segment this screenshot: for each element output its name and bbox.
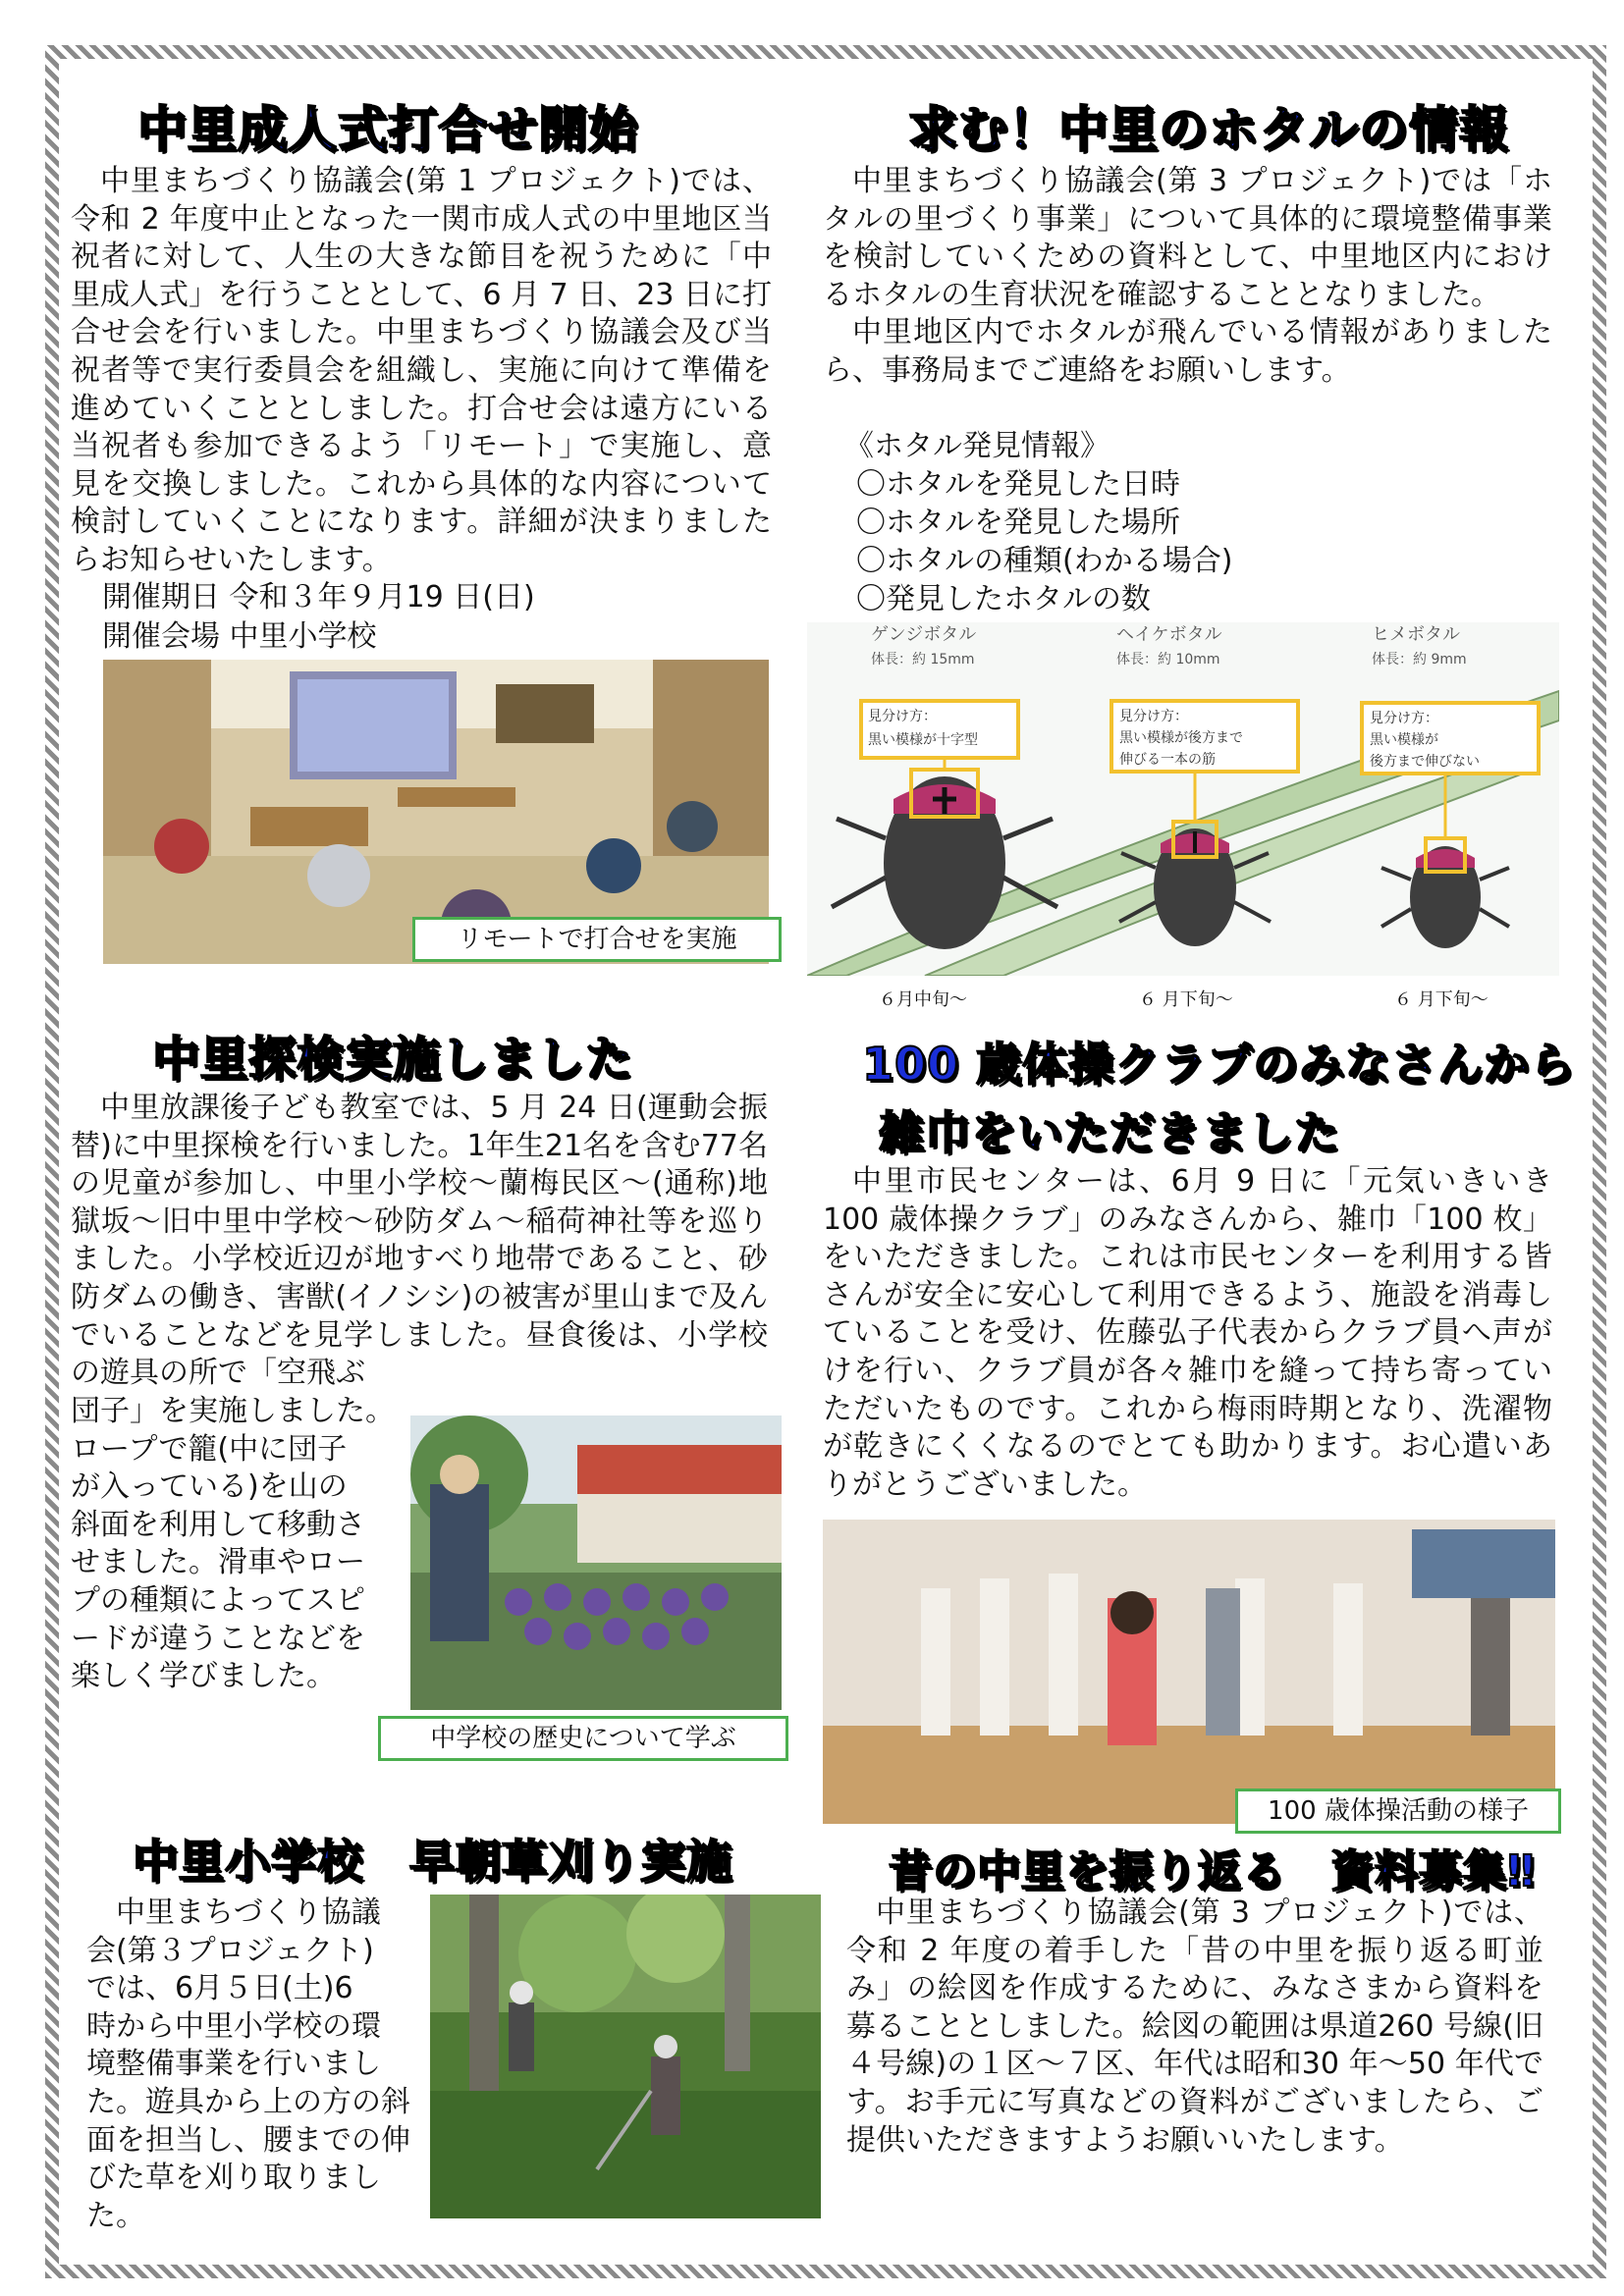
kusakari-line: 時から中里小学校の環 [86, 2008, 381, 2044]
hotaru-list-item: 〇発見したホタルの数 [856, 582, 1151, 616]
firefly-hint: 黒い模様が十字型 [868, 732, 978, 748]
firefly-name: ヘイケボタル [1116, 624, 1222, 645]
article-body-hotaru [823, 163, 1552, 391]
hotaru-list-item: 〇ホタルを発見した日時 [856, 467, 1180, 502]
tanken-line: 団子」を実施しました。 [71, 1394, 395, 1428]
article-title-tanken: 中里探検実施しました [152, 1032, 634, 1087]
hotaru-paragraph-1: 中里まちづくり協議会(第 3 プロジェクト)では「ホタルの里づくり事業」について具体的に環境整備事業を検討していくための資料として、中里地区内におけるホタルの生育状況を確認することとなりました。 [823, 164, 1552, 312]
article-title-100sai-1: 100 歳体操クラブのみなさんから [862, 1038, 1577, 1091]
tanken-line: せました。滑車やロー [71, 1545, 365, 1580]
firefly-size: 体長：約 9mm [1372, 652, 1467, 667]
article-title-shiryo: 昔の中里を振り返る 資料募集‼ [889, 1846, 1536, 1896]
photo-kusakari [430, 1895, 821, 2218]
firefly-season: ６ 月下旬～ [1394, 989, 1489, 1010]
firefly-hint: 見分け方： [1370, 711, 1438, 726]
firefly-season: ６ 月下旬～ [1139, 989, 1233, 1010]
hotaru-list-item: 〇ホタルの種類(わかる場合) [856, 544, 1233, 578]
photo-school-history [410, 1415, 782, 1710]
article-body-shiryo: 中里まちづくり協議会(第 3 プロジェクト)では、令和 2 年度の着手した「昔の中里を振り返る町並み」の絵図を作成するために、みなさまから資料を募ることとしました。絵図の範囲は県道260 号線(旧４号線)の１区～７区、年代は昭和30 年～50 年代です。お手元に写真などの資料がございましたら、ご提供いただきますようお願いいたします。 [846, 1896, 1543, 2158]
event-venue: 開催会場 中里小学校 [102, 619, 377, 654]
article-title-100sai-2: 雑巾をいただきました [879, 1106, 1340, 1159]
article-body-seijinshiki: 中里まちづくり協議会(第 1 プロジェクト)では、令和 2 年度中止となった一関市成人式の中里地区当祝者に対して、人生の大きな節目を祝うために「中里成人式」を行うこととして、6 月 7 日、23 日に打合せ会を行いました。中里まちづくり協議会及び当祝者等で実行委員会を組織し、実施に向けて準備を進めていくこととしました。打合せ会は遠方にいる当祝者も参加できるよう「リモート」で実施し、意見を交換しました。これから具体的な内容について検討していくことになります。詳細が決まりましたらお知らせいたします。 [71, 164, 772, 577]
hotaru-paragraph-2: 中里地区内でホタルが飛んでいる情報がありましたら、事務局までご連絡をお願いします。 [823, 315, 1552, 388]
tanken-line: が入っている)を山の [71, 1469, 348, 1505]
event-date: 開催期日 令和３年９月19 日(日) [102, 580, 535, 614]
kusakari-line: びた草を刈り取りまし [86, 2161, 381, 2196]
kusakari-line: では、6月５日(土)6 [86, 1971, 353, 2006]
firefly-hint: 後方まで伸びない [1370, 754, 1480, 770]
kusakari-line: 中里まちづくり協議 [116, 1896, 381, 1930]
kusakari-line: た。 [86, 2198, 145, 2233]
hotaru-list-title: 《ホタル発見情報》 [844, 429, 1110, 463]
firefly-hint: 黒い模様が後方まで [1119, 730, 1243, 746]
article-title-hotaru: 求む！中里のホタルの情報 [908, 101, 1509, 158]
firefly-hint: 見分け方： [1119, 709, 1188, 724]
tanken-line: ロープで籠(中に団子 [71, 1431, 348, 1467]
kusakari-line: 境整備事業を行いまし [86, 2047, 381, 2082]
kusakari-line: 面を担当し、腰までの伸 [86, 2122, 410, 2158]
firefly-illustration [807, 622, 1559, 976]
hotaru-list-item: 〇ホタルを発見した場所 [856, 506, 1180, 540]
kusakari-line: た。遊具から上の方の斜 [86, 2084, 410, 2119]
firefly-hint: 見分け方： [868, 709, 937, 724]
firefly-hint: 伸びる一本の筋 [1119, 752, 1216, 768]
caption-remote-meeting: リモートで打合せを実施 [412, 917, 782, 962]
kusakari-line: 会(第３プロジェクト) [86, 1933, 374, 1968]
article-body-tanken: 中里放課後子ども教室では、5 月 24 日(運動会振替)に中里探検を行いました。1年生21名を含む77名の児童が参加し、中里小学校～蘭梅民区～(通称)地獄坂～旧中里中学校～砂防ダム～稲荷神社等を巡りました。小学校近辺が地すべり地帯であること、砂防ダムの働き、害獣(イノシシ)の被害が里山まで及んでいることなどを見学しました。昼食後は、小学校の遊具の所で「空飛ぶ [71, 1091, 768, 1391]
firefly-hint: 黒い模様が [1370, 732, 1438, 748]
tanken-line: プの種類によってスピ [71, 1582, 365, 1618]
firefly-name: ヒメボタル [1372, 624, 1460, 645]
tanken-line: ードが違うことなどを [71, 1621, 365, 1656]
firefly-size: 体長：約 10mm [1116, 652, 1220, 667]
article-title-kusakari: 中里小学校 早朝草刈り実施 [133, 1835, 732, 1888]
caption-100sai-taiso: 100 歳体操活動の様子 [1235, 1789, 1561, 1834]
tanken-continued [71, 1393, 405, 1696]
tanken-line: 楽しく学びました。 [71, 1659, 336, 1694]
article-title-seijinshiki: 中里成人式打合せ開始 [137, 101, 638, 158]
firefly-size: 体長：約 15mm [871, 652, 975, 667]
article-body-kusakari [86, 1895, 430, 2235]
article-body-100sai: 中里市民センターは、6月 9 日に「元気いきいき 100 歳体操クラブ」のみなさんから、雑巾「100 枚」をいただきました。これは市民センターを利用する皆さんが安全に安心して利用できるよう、施設を消毒していることを受け、佐藤弘子代表からクラブ員へ声がけを行い、クラブ員が各々雑巾を縫って持ち寄っていただいたものです。これから梅雨時期となり、洗濯物が乾きにくくなるのでとても助かります。お心遣いありがとうございました。 [823, 1164, 1552, 1502]
photo-100sai-taiso [823, 1520, 1555, 1824]
tanken-line: 斜面を利用して移動さ [71, 1507, 365, 1542]
caption-school-history: 中学校の歴史について学ぶ [378, 1716, 788, 1761]
firefly-name: ゲンジボタル [871, 624, 977, 645]
firefly-season: ６月中旬～ [879, 989, 967, 1010]
